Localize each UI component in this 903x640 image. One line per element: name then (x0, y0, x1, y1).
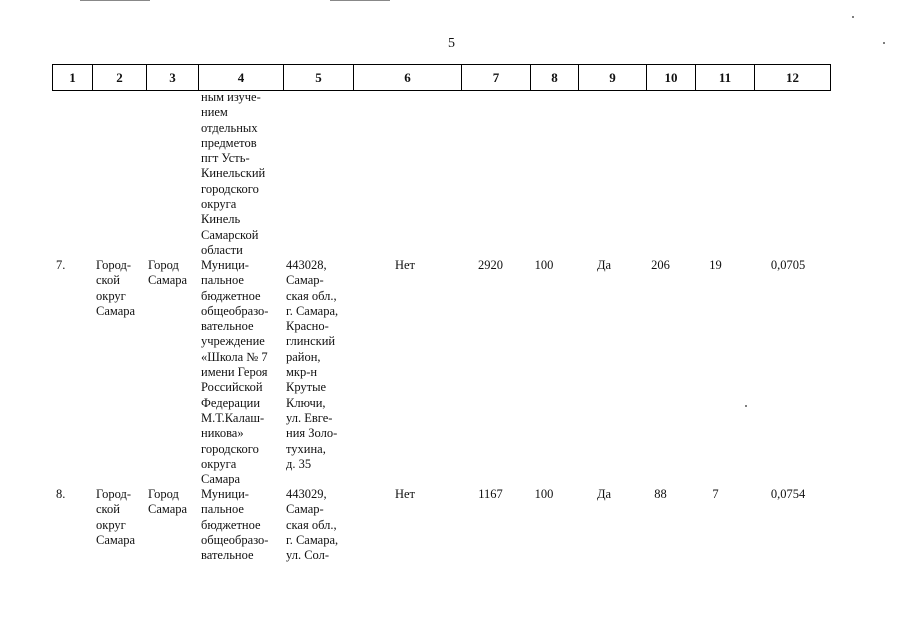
table-body (52, 90, 830, 567)
city-cell: Город Самара (148, 487, 188, 517)
column-header: 3 (147, 65, 199, 91)
col9-cell: Да (596, 487, 612, 501)
table-row (52, 487, 830, 567)
institution-cell: Муници- пальное бюджетное общеобразо- вательное (201, 487, 269, 563)
row-number: 7. (56, 258, 66, 272)
address-cell: 443029, Самар- ская обл., г. Самара, ул. Сол- (286, 487, 339, 563)
column-header: 12 (755, 65, 831, 91)
col10-cell: 206 (651, 258, 670, 272)
column-header: 2 (93, 65, 147, 91)
scan-edge-line (80, 0, 150, 1)
column-header: 7 (462, 65, 531, 91)
col8-cell: 100 (534, 258, 554, 272)
col11-cell: 19 (709, 258, 722, 272)
column-header: 9 (579, 65, 647, 91)
column-header: 1 (53, 65, 93, 91)
city-cell: Город Самара (148, 258, 188, 288)
table-row (52, 258, 830, 487)
col8-cell: 100 (534, 487, 554, 501)
scan-edge-line (330, 0, 390, 1)
col12-cell: 0,0705 (770, 258, 806, 272)
column-header: 5 (284, 65, 354, 91)
district-cell: Город- ской округ Самара (96, 258, 136, 318)
col7-cell: 1167 (478, 487, 503, 501)
column-header: 4 (199, 65, 284, 91)
institution-cell: Муници- пальное бюджетное общеобразо- вательное учреждение «Школа № 7 имени Героя Российской Федерации М.Т.Калаш- никова» городского округа Самара (201, 258, 269, 487)
col6-cell: Нет (394, 487, 416, 501)
column-number-header (52, 64, 831, 91)
col12-cell: 0,0754 (770, 487, 806, 501)
continuation-row (52, 90, 830, 258)
address-cell: 443028, Самар- ская обл., г. Самара, Красно- глинский район, мкр-н Крутые Ключи, ул. Евге- ния Золо- тухина, д. 35 (286, 258, 339, 471)
column-header: 10 (647, 65, 696, 91)
col11-cell: 7 (712, 487, 719, 501)
col7-cell: 2920 (478, 258, 503, 272)
row-number: 8. (56, 487, 66, 501)
district-cell: Город- ской округ Самара (96, 487, 136, 547)
col10-cell: 88 (654, 487, 667, 501)
column-header: 8 (531, 65, 579, 91)
col9-cell: Да (596, 258, 612, 272)
column-header: 11 (696, 65, 755, 91)
col6-cell: Нет (394, 258, 416, 272)
column-header: 6 (354, 65, 462, 91)
scan-speck (852, 16, 854, 18)
page-number: 5 (448, 36, 455, 51)
institution-cell: ным изуче- нием отдельных предметов пгт Усть- Кинельский городского округа Кинель Самарской области (201, 90, 266, 257)
